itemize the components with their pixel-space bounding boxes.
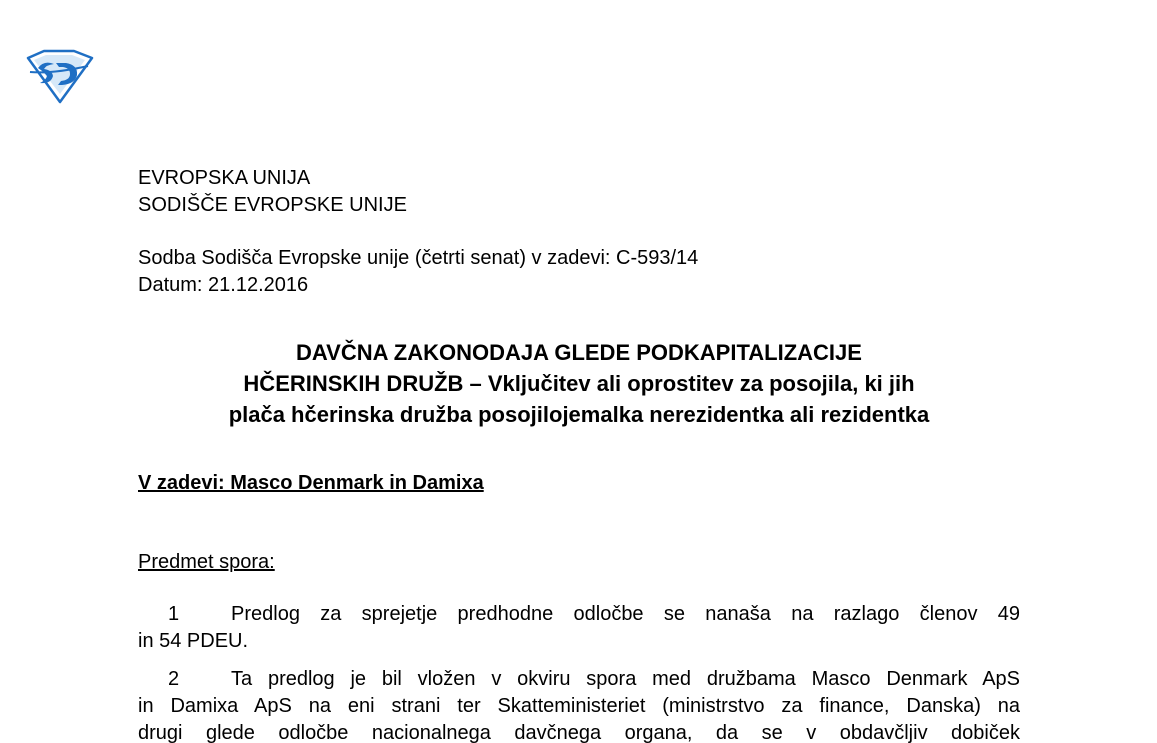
subject-heading: Predmet spora:: [138, 551, 275, 573]
paragraph-2-line-1: [138, 666, 1020, 693]
org-line-eu: EVROPSKA UNIJA: [138, 167, 311, 189]
judgment-line: Sodba Sodišča Evropske unije (četrti senat) v zadevi: C-593/14: [138, 247, 699, 269]
document-title-line-2: HČERINSKIH DRUŽB – Vključitev ali oprostitev za posojila, ki jih: [243, 371, 915, 396]
court-logo-icon: [22, 48, 96, 104]
paragraph-2-line-2: in Damixa ApS na eni strani ter Skatteministeriet (ministrstvo za finance, Danska) na: [138, 695, 1020, 717]
in-case-heading: V zadevi: Masco Denmark in Damixa: [138, 472, 484, 494]
paragraph-number: 2: [168, 668, 180, 690]
document-title-line-1: DAVČNA ZAKONODAJA GLEDE PODKAPITALIZACIJE: [296, 340, 862, 365]
paragraph-1-line-1: [138, 601, 1020, 628]
paragraph-number: 1: [168, 603, 180, 625]
paragraph-text: Predlog za sprejetje predhodne odločbe se nanaša na razlago členov 49: [231, 603, 1020, 625]
date-line: Datum: 21.12.2016: [138, 274, 309, 296]
document-title-line-3: plača hčerinska družba posojilojemalka nerezidentka ali rezidentka: [228, 402, 930, 427]
paragraph-2: [138, 666, 1020, 743]
paragraph-2-line-3: drugi glede odločbe nacionalnega davčnega organa, da se v obdavčljiv dobiček: [138, 722, 1020, 743]
paragraph-1: [138, 601, 1020, 655]
paragraph-1-line-2: in 54 PDEU.: [138, 630, 249, 652]
paragraph-text: Ta predlog je bil vložen v okviru spora med družbama Masco Denmark ApS: [231, 668, 1020, 690]
org-line-court: SODIŠČE EVROPSKE UNIJE: [138, 194, 407, 216]
